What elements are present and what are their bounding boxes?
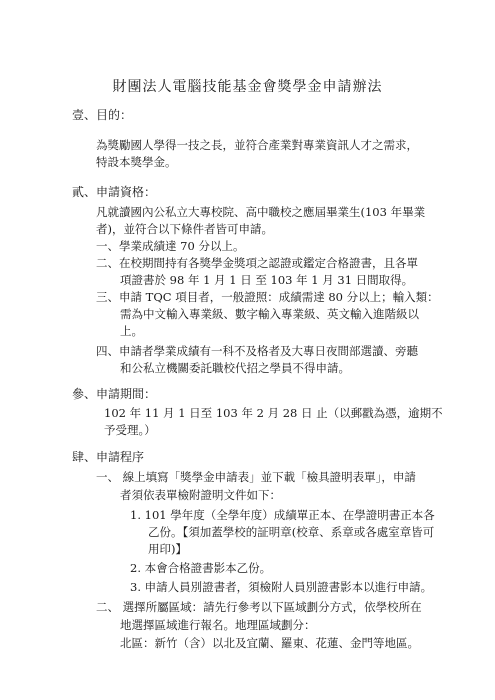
procedure-step-2-cont: 地選擇區域進行報名。地理區域劃分： [120,618,316,632]
procedure-step-2: 二、 選擇所屬區域：請先行參考以下區域劃分方式，依學校所在 [96,600,422,614]
section-eligibility-heading: 貳、申請資格： [72,185,157,199]
section-period-heading: 參、申請期間： [72,387,157,401]
purpose-line-1: 為獎勵國人學得一技之長，並符合產業對專業資訊人才之需求， [96,138,418,152]
procedure-step-1: 一、 線上填寫「獎學金申請表」並下載「檢具證明表單」，申請 [96,470,416,484]
procedure-step-1-cont: 者須依表單檢附證明文件如下： [120,488,281,502]
period-line-1: 102 年 11 月 1 日至 103 年 2 月 28 日 止（以郵戳為憑，逾期不 [104,406,443,420]
document-title: 財團法人電腦技能基金會獎學金申請辦法 [112,79,383,95]
eligibility-line-1: 凡就讀國內公私立大專校院、高中職校之應屆畢業生(103 年畢業 [96,205,426,219]
eligibility-item-3: 三、申請 TQC 項目者，一般證照：成績需達 80 分以上；輸入類： [96,290,439,304]
eligibility-item-3-cont-2: 上。 [120,324,143,338]
procedure-doc-1-cont-1: 乙份。【須加蓋學校的証明章(校章、系章或各處室章皆可 [148,525,435,539]
section-purpose-heading: 壹、目的： [72,108,133,122]
eligibility-item-3-cont-1: 需為中文輸入專業級、數字輸入專業級、英文輸入進階級以 [120,307,419,321]
eligibility-item-4-cont: 和公私立機關委託職校代招之學員不得申請。 [120,361,350,375]
procedure-doc-1-cont-2: 用印)】 [148,542,187,556]
purpose-line-2: 特設本獎學金。 [96,155,177,169]
region-north: 北區：新竹（含）以北及宜蘭、羅東、花蓮、金門等地區。 [120,636,419,650]
eligibility-item-4: 四、申請者學業成績有一科不及格者及大專日夜間部選讀、旁聽 [96,344,418,358]
eligibility-item-1: 一、學業成績達 70 分以上。 [96,239,245,253]
eligibility-item-2: 二、在校期間持有各獎學金獎項之認證或鑑定合格證書，且各單 [96,256,418,270]
procedure-doc-2: 2. 本會合格證書影本乙份。 [130,561,272,575]
procedure-doc-3: 3. 申請人員別證書者，須檢附人員別證書影本以進行申請。 [130,580,433,594]
eligibility-item-2-cont: 項證書於 98 年 1 月 1 日 至 103 年 1 月 31 日間取得。 [120,273,414,287]
section-procedure-heading: 肆、申請程序 [72,450,145,464]
procedure-doc-1: 1. 101 學年度（全學年度）成績單正本、在學證明書正本各 [130,508,435,522]
period-line-2: 予受理。） [104,423,156,437]
eligibility-line-2: 者)，並符合以下條件者皆可申請。 [96,222,273,236]
